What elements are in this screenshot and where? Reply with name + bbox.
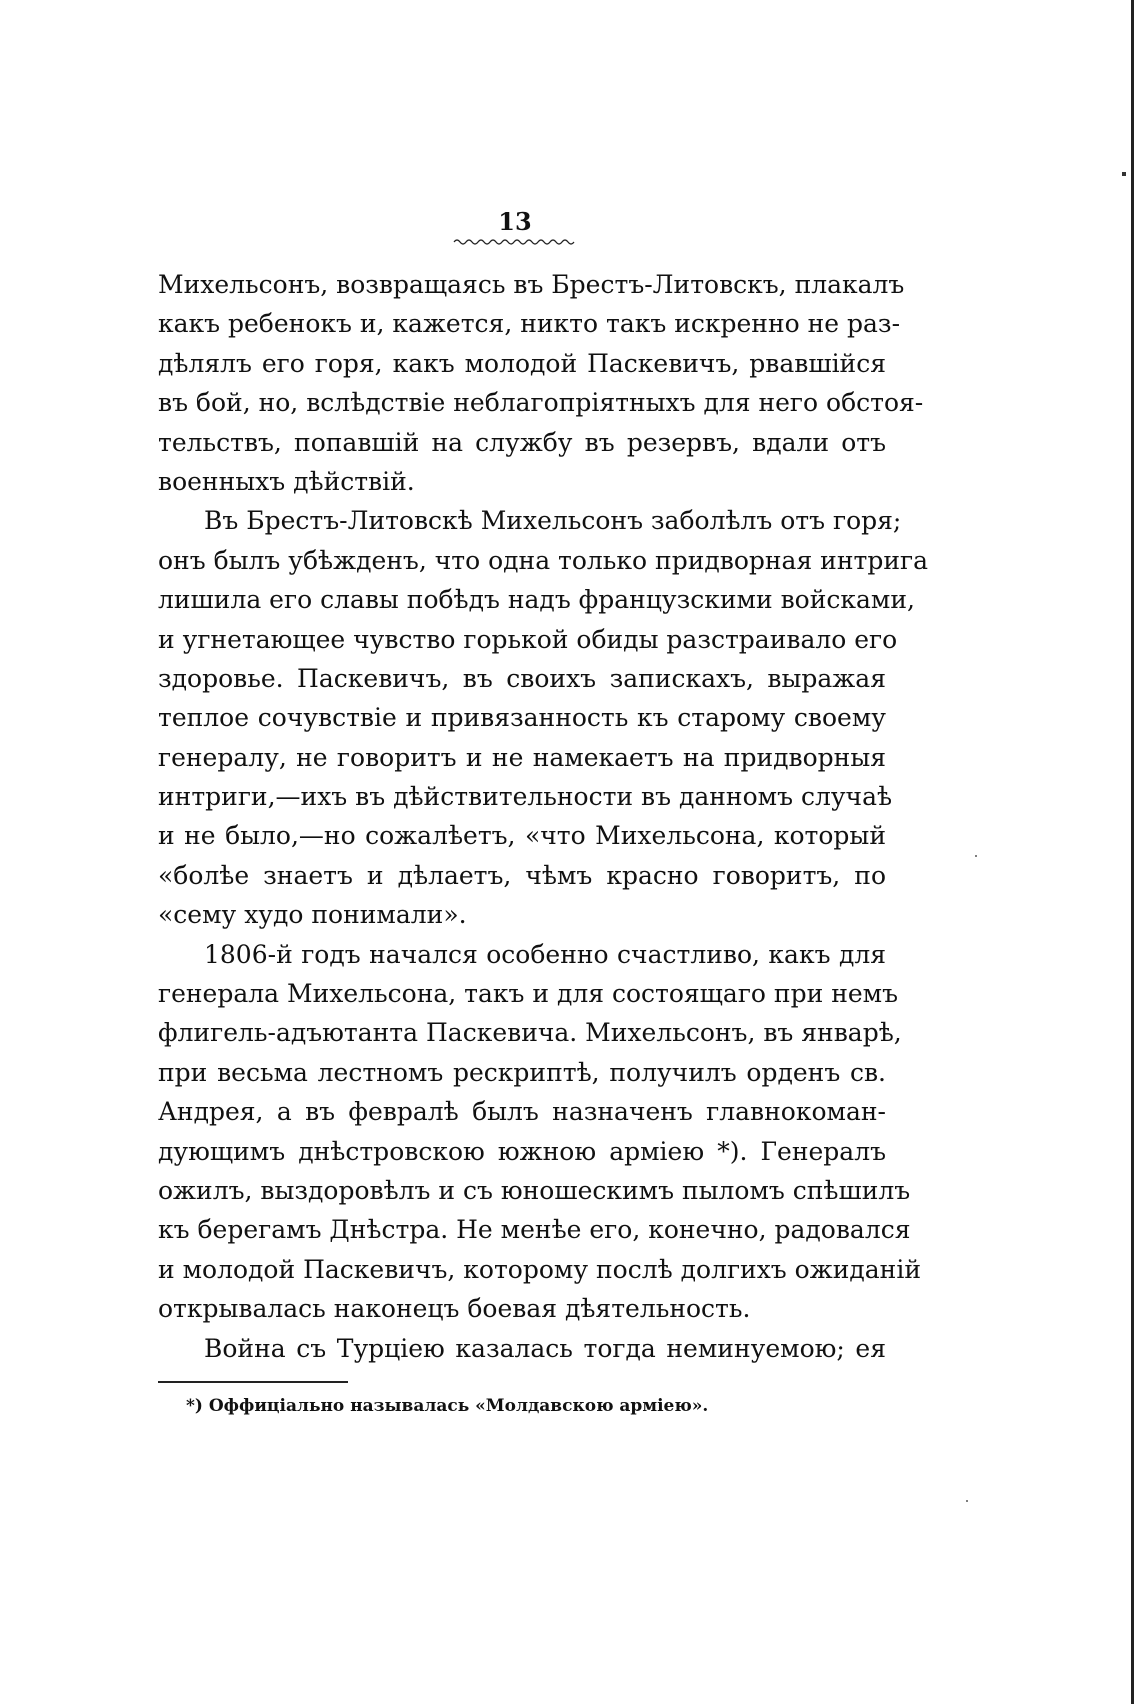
scan-speck: [975, 855, 977, 857]
page-number: 13: [498, 207, 532, 236]
page-header: [440, 208, 590, 248]
wavy-ornament-icon: [440, 236, 590, 248]
text-line: какъ ребенокъ и, кажется, никто такъ искренно не раз-: [158, 309, 901, 339]
text-line: въ бой, но, вслѣдствіе неблагопріятныхъ для него обстоя-: [158, 388, 924, 418]
text-line: и молодой Паскевичъ, которому послѣ долгихъ ожиданій: [158, 1254, 921, 1284]
text-line: военныхъ дѣйствій.: [158, 466, 415, 496]
footnote: *) Оффиціально называлась «Молдавскою арміею».: [186, 1396, 709, 1416]
text-line: Война съ Турціею казалась тогда неминуемою; ея: [204, 1333, 886, 1363]
text-line: онъ былъ убѣжденъ, что одна только придворная интрига: [158, 545, 929, 575]
text-line: «болѣе знаетъ и дѣлаетъ, чѣмъ красно говоритъ, по: [158, 860, 886, 890]
body-text: [158, 265, 929, 1368]
text-line: и не было,—но сожалѣетъ, «что Михельсона, который: [158, 821, 886, 851]
text-line: Андрея, а въ февралѣ былъ назначенъ главнокоман-: [158, 1097, 886, 1127]
scan-mark: [1122, 172, 1126, 176]
text-line: ожилъ, выздоровѣлъ и съ юношескимъ пыломъ спѣшилъ: [158, 1175, 911, 1205]
text-line: интриги,—ихъ въ дѣйствительности въ данномъ случаѣ: [158, 782, 893, 812]
footnote-divider: [158, 1381, 348, 1383]
text-line: здоровье. Паскевичъ, въ своихъ запискахъ, выражая: [158, 663, 886, 693]
text-line: флигель-адъютанта Паскевича. Михельсонъ, въ январѣ,: [158, 1018, 902, 1048]
text-line: генерала Михельсона, такъ и для состоящаго при немъ: [158, 979, 899, 1009]
text-line: «сему худо понимали».: [158, 900, 467, 930]
scan-speck: [966, 1500, 968, 1502]
text-line: Въ Брестъ-Литовскѣ Михельсонъ заболѣлъ отъ горя;: [204, 506, 902, 536]
page-edge: [1131, 0, 1134, 1704]
text-line: Михельсонъ, возвращаясь въ Брестъ-Литовскъ, плакалъ: [158, 270, 905, 299]
text-line: и угнетающее чувство горькой обиды разстраивало его: [158, 624, 898, 654]
text-line: дующимъ днѣстровскою южною арміею *). Генералъ: [158, 1136, 886, 1166]
text-line: дѣлялъ его горя, какъ молодой Паскевичъ, рвавшійся: [158, 348, 886, 378]
text-line: къ берегамъ Днѣстра. Не менѣе его, конечно, радовался: [158, 1215, 911, 1245]
text-line: 1806-й годъ начался особенно счастливо, какъ для: [204, 939, 886, 969]
text-line: тельствъ, попавшій на службу въ резервъ, вдали отъ: [158, 427, 886, 457]
text-line: при весьма лестномъ рескриптѣ, получилъ орденъ св.: [158, 1057, 886, 1087]
text-line: теплое сочувствіе и привязанность къ старому своему: [158, 703, 886, 733]
text-line: генералу, не говоритъ и не намекаетъ на придворныя: [158, 742, 886, 772]
text-line: открывалась наконецъ боевая дѣятельность.: [158, 1294, 751, 1324]
text-line: лишила его славы побѣдъ надъ французскими войсками,: [158, 585, 915, 615]
